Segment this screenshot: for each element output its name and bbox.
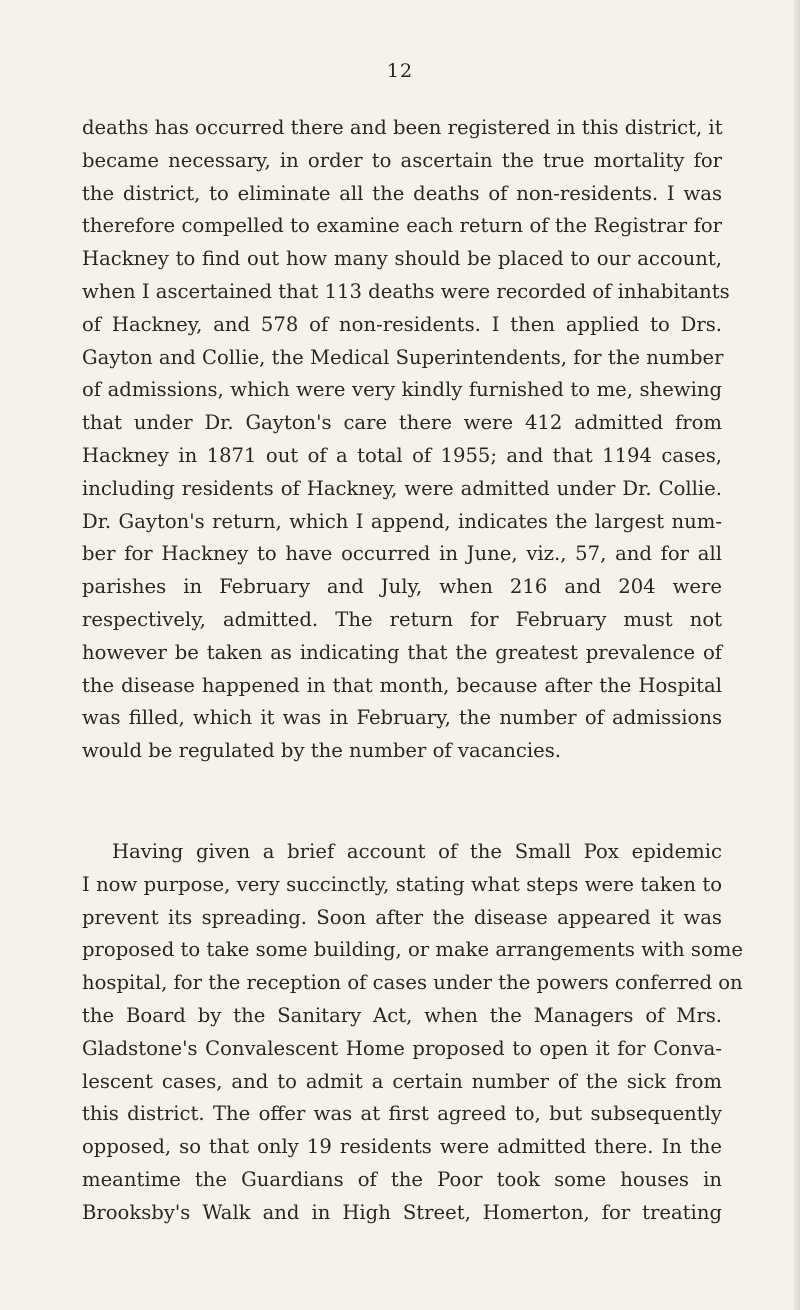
text-line: parishes in February and July, when 216 and 204 were (82, 575, 722, 599)
text-line: Gayton and Collie, the Medical Superintendents, for the number (82, 345, 724, 369)
text-line: however be taken as indicating that the greatest prevalence of (82, 640, 722, 664)
text-line: that under Dr. Gayton's care there were 412 admitted from (82, 411, 722, 435)
text-line: Hackney in 1871 out of a total of 1955; and that 1194 cases, (82, 443, 722, 467)
text-line: ber for Hackney to have occurred in June, viz., 57, and for all (82, 542, 722, 566)
page-number: 12 (386, 60, 414, 82)
text-line: including residents of Hackney, were admitted under Dr. Collie. (82, 476, 722, 500)
paragraph-1 (82, 112, 730, 768)
text-line: Brooksby's Walk and in High Street, Homerton, for treating (82, 1200, 722, 1224)
text-line: this district. The offer was at first agreed to, but subsequently (82, 1102, 722, 1126)
text-line: prevent its spreading. Soon after the disease appeared it was (82, 905, 722, 929)
text-line: the district, to eliminate all the deaths of non-residents. I was (82, 181, 722, 205)
text-line: Having given a brief account of the Small Pox epidemic (112, 840, 722, 863)
text-line: the disease happened in that month, because after the Hospital (82, 673, 722, 697)
text-line: deaths has occurred there and been registered in this district, it (82, 116, 723, 139)
text-line: became necessary, in order to ascertain the true mortality for (82, 148, 722, 172)
text-line: therefore compelled to examine each return of the Registrar for (82, 214, 722, 238)
text-line: proposed to take some building, or make arrangements with some (82, 938, 743, 962)
text-line: would be regulated by the number of vacancies. (82, 739, 562, 763)
text-line: was filled, which it was in February, the number of admissions (82, 706, 722, 730)
text-line: respectively, admitted. The return for February must not (82, 607, 722, 631)
text-line: of admissions, which were very kindly furnished to me, shewing (82, 378, 722, 402)
text-line: Dr. Gayton's return, which I append, indicates the largest num- (82, 509, 722, 533)
paragraph-2 (82, 836, 743, 1230)
text-line: Gladstone's Convalescent Home proposed to open it for Conva- (82, 1036, 722, 1060)
text-line: of Hackney, and 578 of non-residents. I then applied to Drs. (82, 312, 722, 336)
text-line: opposed, so that only 19 residents were admitted there. In the (82, 1135, 722, 1159)
text-line: Hackney to find out how many should be placed to our account, (82, 247, 722, 271)
text-line: meantime the Guardians of the Poor took some houses in (82, 1167, 722, 1191)
text-line: when I ascertained that 113 deaths were recorded of inhabitants (82, 279, 730, 303)
text-line: the Board by the Sanitary Act, when the Managers of Mrs. (82, 1003, 722, 1027)
page-edge (794, 0, 800, 1310)
text-line: I now purpose, very succinctly, stating what steps were taken to (82, 872, 722, 896)
text-line: lescent cases, and to admit a certain number of the sick from (82, 1069, 722, 1093)
text-line: hospital, for the reception of cases under the powers conferred on (82, 971, 743, 995)
